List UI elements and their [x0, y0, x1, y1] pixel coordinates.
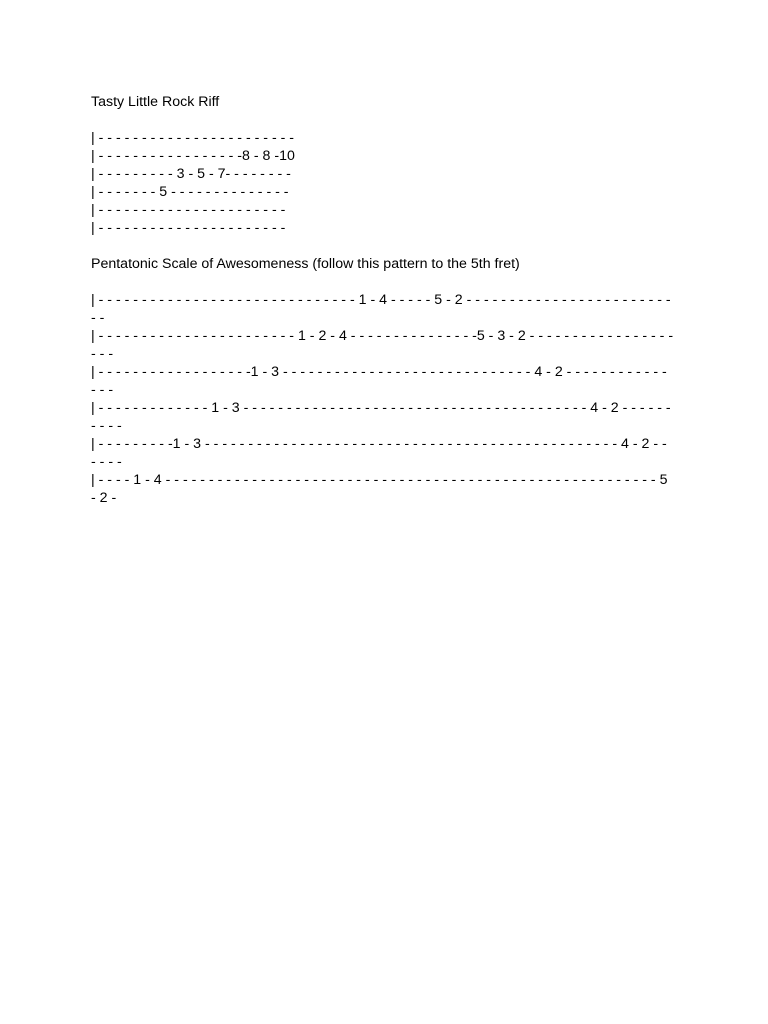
scale-tab-line-4: | - - - - - - - - - - - - - 1 - 3 - - - - - - - - - - - - - - - - - - - - - - - - - - - - - - - - - - - - - - - - 4 - 2 - - - - - - - - - - [91, 400, 671, 434]
riff-tab-line-3: | - - - - - - - - - 3 - 5 - 7- - - - - - - - [91, 166, 291, 182]
riff-tab-line-5: | - - - - - - - - - - - - - - - - - - - - - - [91, 202, 286, 218]
section-spacer [91, 237, 675, 255]
scale-tab-line-5: | - - - - - - - - -1 - 3 - - - - - - - - - - - - - - - - - - - - - - - - - - - - - - - - - - - - - - - - - - - - - - - - 4 - 2 - - - - - - [91, 436, 667, 470]
scale-tab-line-2: | - - - - - - - - - - - - - - - - - - - - - - - 1 - 2 - 4 - - - - - - - - - - - - - - -5 - 3 - 2 - - - - - - - - - - - - - - - - - - - - [91, 328, 674, 362]
scale-tab-line-3: | - - - - - - - - - - - - - - - - - -1 - 3 - - - - - - - - - - - - - - - - - - - - - - - - - - - - - 4 - 2 - - - - - - - - - - - - - - - [91, 364, 667, 398]
riff-tab-line-6: | - - - - - - - - - - - - - - - - - - - - - - [91, 220, 286, 236]
riff-tab-line-4: | - - - - - - - 5 - - - - - - - - - - - - - - [91, 184, 289, 200]
scale-tab-line-6: | - - - - 1 - 4 - - - - - - - - - - - - - - - - - - - - - - - - - - - - - - - - - - - - - - - - - - - - - - - - - - - - - - - - - 5 - 2 - [91, 472, 668, 506]
riff-tab-line-1: | - - - - - - - - - - - - - - - - - - - - - - - [91, 130, 295, 146]
riff-tab-line-2: | - - - - - - - - - - - - - - - - -8 - 8 -10 [91, 148, 295, 164]
scale-heading: Pentatonic Scale of Awesomeness (follow this pattern to the 5th fret) [91, 256, 520, 272]
riff-heading: Tasty Little Rock Riff [91, 94, 220, 110]
riff-tab-block [91, 129, 675, 237]
scale-tab-line-1: | - - - - - - - - - - - - - - - - - - - - - - - - - - - - - - 1 - 4 - - - - - 5 - 2 - - - - - - - - - - - - - - - - - - - - - - - - - - [91, 292, 671, 326]
scale-tab-block [91, 291, 675, 507]
document-content [91, 93, 675, 507]
